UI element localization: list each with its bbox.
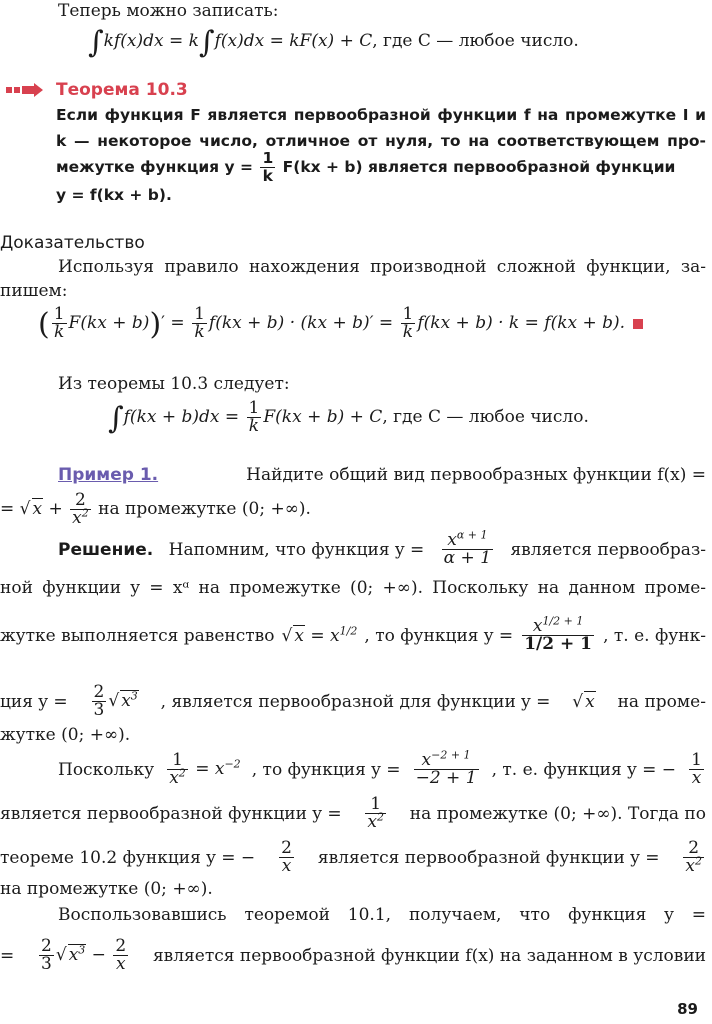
- corollary-line: Из теоремы 10.3 следует:: [58, 374, 290, 394]
- theorem-line-3: межутке функция y = $\frac{1}{k}$ F(kx + b) является первообразной функции: [56, 149, 676, 185]
- proof-line-2: пишем:: [0, 281, 68, 301]
- solution-line-1: Решение. Напомним, что функция y = $\frac{x^{\alpha + 1}}{\alpha + 1}$ является первообраз-: [58, 528, 706, 568]
- intro-line: Теперь можно записать:: [58, 1, 279, 21]
- theorem-line-2: k — некоторое число, отличное от нуля, то на соответствующем про-: [56, 132, 706, 150]
- intro-formula-tail: , где C — любое число.: [372, 31, 579, 51]
- example-line-1: Пример 1. Найдите общий вид первообразных функции f(x) =: [58, 465, 706, 485]
- solution-line-3: жутке выполняется равенство √ $x = x^{1/2}$ , то функция y = $\frac{x^{1/2 + 1}}{1/2 + 1}$ , т. е. функ-: [0, 614, 706, 654]
- page-number: 89: [677, 1000, 698, 1018]
- proof-line-1: Используя правило нахождения производной сложной функции, за-: [58, 257, 706, 277]
- solution-line-9: на промежутке (0; +∞).: [0, 879, 213, 899]
- theorem-line-1: Если функция F является первообразной функции f на промежутке I и: [56, 106, 706, 124]
- solution-line-5: жутке (0; +∞).: [0, 725, 131, 745]
- solution-label: Решение.: [58, 539, 154, 560]
- solution-line-11: = $\frac{2}{3}$ √ $x^3$ − $\frac{2}{x}$ является первообразной функции f(x) на заданном в условии: [0, 936, 706, 974]
- corollary-formula: ∫f(kx + b)dx = $\frac{1}{k}$ F(kx + b) + C, где C — любое число.: [108, 398, 589, 436]
- solution-line-10: Воспользовавшись теоремой 10.1, получаем, что функция y =: [58, 905, 706, 925]
- example-line-2: = √ x + $\frac{2}{x^2}$ на промежутке (0; +∞).: [0, 490, 311, 528]
- qed-square-icon: [633, 319, 643, 329]
- arrow-marker-icon: [5, 83, 45, 97]
- solution-line-2: ной функции y = xᵅ на промежутке (0; +∞). Поскольку на данном проме-: [0, 578, 706, 598]
- example-link[interactable]: Пример 1.: [58, 465, 159, 485]
- solution-line-8: теореме 10.2 функция y = − $\frac{2}{x}$ является первообразной функции y = $\frac{2}{x^2}$: [0, 838, 702, 876]
- proof-heading: Доказательство: [0, 233, 145, 253]
- theorem-heading: Теорема 10.3: [56, 80, 188, 100]
- solution-line-6: Поскольку $\frac{1}{x^2}$ = $x^{-2}$ , то функция y = $\frac{x^{-2 + 1}}{-2 + 1}$ , т. е. функция y = − $\frac{1}{x}$: [58, 748, 702, 788]
- theorem-line-4: y = f(kx + b).: [56, 186, 172, 204]
- solution-line-4: ция y = $\frac{2}{3}$ √ $x^3$ , является первообразной для функции y = √ x на проме-: [0, 682, 706, 720]
- integral-constant-rule: ∫kf(x)dx = k∫f(x)dx = kF(x) + C, где C — любое число.: [88, 25, 579, 60]
- solution-line-7: является первообразной функции y = $\frac{1}{x^2}$ на промежутке (0; +∞). Тогда по: [0, 794, 706, 832]
- proof-derivative-formula: ( $\frac{1}{k}$ F(kx + b))′ = $\frac{1}{k}$ f(kx + b) · (kx + b)′ = $\frac{1}{k}$ f(kx + b) · k = f(kx + b).: [38, 306, 643, 341]
